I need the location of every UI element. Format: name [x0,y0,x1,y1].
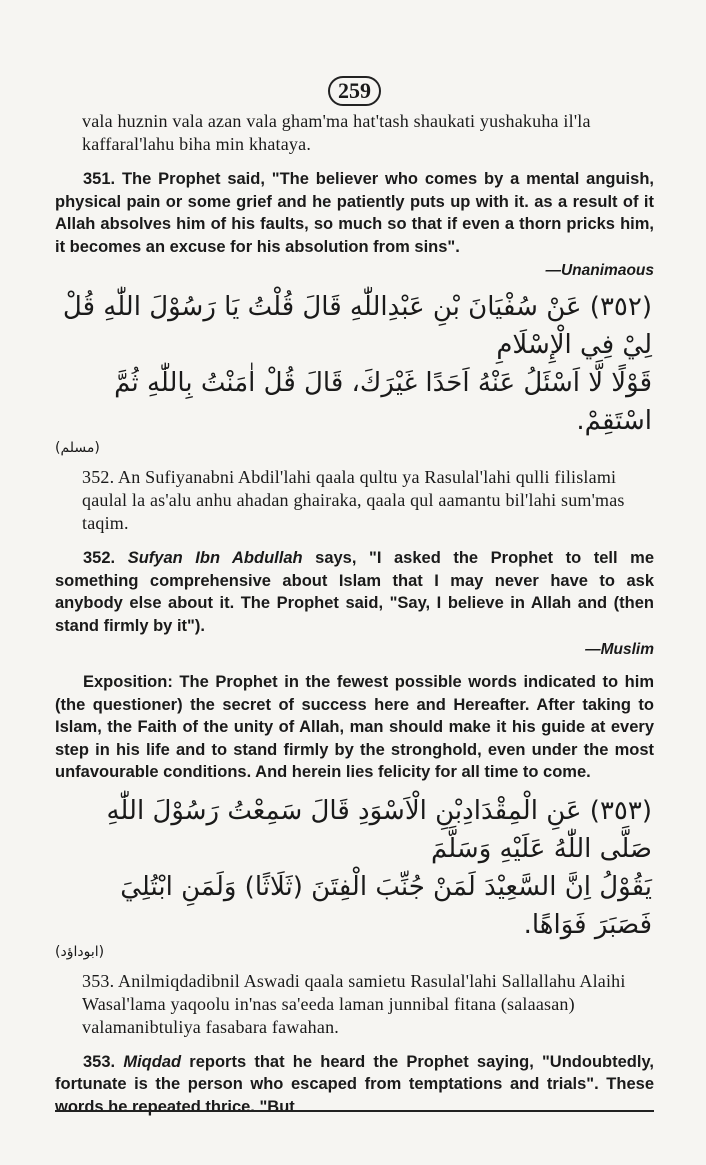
hadith-353-arabic [55,792,654,966]
hadith-352-arabic [55,288,654,462]
exposition-paragraph: Exposition: The Prophet in the fewest possible words indicated to him (the questioner) the secret of success here and Hereafter. After taking to Islam, the Faith of the unity of Allah, man should make it his guide at every step in his life and to stand firmly by the stronghold, even under the most unfavourable conditions. And herein lies felicity for all time to come. [55,673,654,781]
arabic-line: (٣٥٢) عَنْ سُفْيَانَ بْنِ عَبْدِاللّٰهِ قَالَ قُلْتُ يَا رَسُوْلَ اللّٰهِ قُلْ لِيْ فِي الْإِسْلَامِ [62,292,652,360]
translation-text: says, "I asked the Prophet to tell me something comprehensive about Islam that I may never have to ask anybody else about it. The Prophet said, "Say, I believe in Allah and (then stand firmly by it"). [55,549,654,635]
intro-transliteration: vala huznin vala azan vala gham'ma hat'tash shaukati yushakuha il'la kaffaral'lahu biha min khataya. [82,111,591,154]
arabic-line: قَوْلًا لَّا اَسْئَلُ عَنْهُ اَحَدًا غَيْرَكَ، قَالَ قُلْ اٰمَنْتُ بِاللّٰهِ ثُمَّ اسْتَقِمْ. [114,368,652,436]
narrator-name: Miqdad [123,1052,182,1071]
page-header [55,0,654,110]
hadith-353-transliteration: 353. Anilmiqdadibnil Aswadi qaala samietu Rasulal'lahi Sallallahu Alaihi Wasal'lama yaqoolu in'nas sa'eeda laman junnibal fitana (salaasan) valamanibtuliya fasabara fawahan. [82,970,626,1037]
hadith-351-source: —Unanimaous [545,262,654,279]
narrator-name: Sufyan Ibn Abdullah [127,549,303,567]
translation-text: reports that he heard the Prophet saying, "Undoubtedly, fortunate is the person who escaped from temptations and trials". These words he repeated thrice. "But [55,1052,654,1116]
hadith-352-source: —Muslim [585,641,654,658]
hadith-number: 352. [83,549,128,567]
arabic-source: (ابوداؤد) [55,943,105,960]
hadith-351-translation: 351. The Prophet said, "The believer who comes by a mental anguish, physical pain or some grief and he patiently puts up with it. as a result of it Allah absolves him of his faults, so much so that if even a thorn pricks him, it becomes an excuse for his absolution from sins". [55,170,654,256]
hadith-number: 353. [83,1052,124,1071]
hadith-353-translation [55,1051,654,1119]
hadith-352-translation [55,547,654,637]
footer-rule [55,1110,654,1112]
page-number: 259 [328,76,381,106]
arabic-line: يَقُوْلُ اِنَّ السَّعِيْدَ لَمَنْ جُنِّبَ الْفِتَنَ (ثَلَاثًا) وَلَمَنِ ابْتُلِيَ فَصَبَرَ فَوَاهًا. [120,871,652,940]
arabic-source: (مسلم) [55,440,100,456]
arabic-line: (٣٥٣) عَنِ الْمِقْدَادِبْنِ الْاَسْوَدِ قَالَ سَمِعْتُ رَسُوْلَ اللّٰهِ صَلَّى اللّٰهُ عَلَيْهِ وَسَلَّمَ [106,795,652,864]
hadith-352-transliteration: 352. An Sufiyanabni Abdil'lahi qaala qultu ya Rasulal'lahi qulli filislami qaulal la as'alu anhu ahadan ghairaka, qaala qul aamantu bil'lahi sum'mas taqim. [82,467,625,533]
